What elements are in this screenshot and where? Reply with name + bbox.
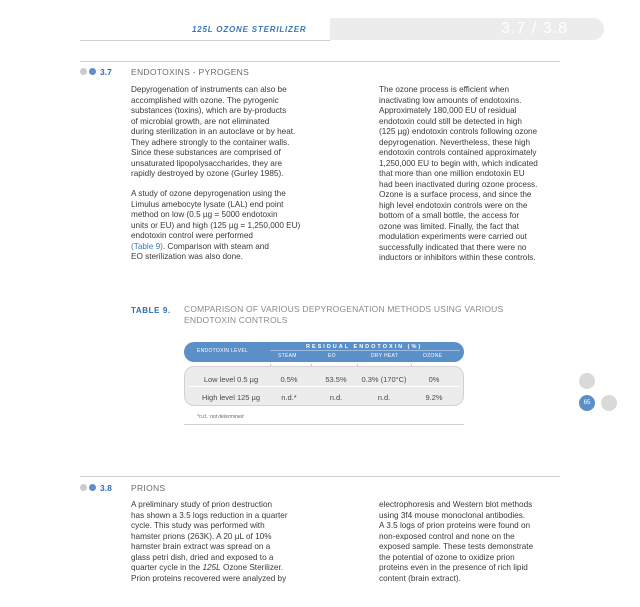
bullet-blue-icon [89,484,96,491]
pager-next-button[interactable] [601,395,617,411]
section-paragraph: Depyrogenation of instruments can also be accomplished with ozone. The pyrogenic substances (toxins), which are by-products of microbial growth, are not eliminated during sterilization in an autoclave or by heat. They adhere strongly to the container walls. Since these substances are comprised of unsaturated lipopolysaccharides, they are rapidly destroyed by ozone (Gurley 1985). [131,85,296,178]
section-number: 3.7 [100,67,112,77]
table-label: TABLE 9. [131,306,171,315]
paragraph-text: Ozone Sterilizer. Prion proteins recovered were analyzed by [131,563,287,583]
table-9-link[interactable]: (Table 9) [131,241,163,251]
table-cell-dry-heat: n.d. [377,393,391,402]
product-name: 125L [202,563,221,572]
table-footnote: *n.d.: not determined [197,414,244,420]
section-number: 3.8 [100,483,112,493]
header-divider [270,350,460,351]
section-paragraph: electrophoresis and Western blot methods using 3f4 mouse monoclonal antibodies. A 3.5 logs of prion proteins were found on non-exposed control and none on the exposed sample. These tests demonstrate the potential of ozone to oxidize prion proteins even in the presence of rich lipid content (brain extract). [379,500,534,583]
section-divider [80,61,560,62]
pager-prev-button[interactable] [579,373,595,389]
column-group-header: RESIDUAL ENDOTOXIN (%) [306,344,423,350]
table-cell-eo: n.d. [329,393,343,402]
section-title: PRIONS [131,483,166,493]
table-cell-steam: 0.5% [280,375,298,384]
table-title: COMPARISON OF VARIOUS DEPYROGENATION METHODS USING VARIOUS ENDOTOXIN CONTROLS [184,304,504,325]
paragraph-text: A preliminary study of prion destruction has shown a 3.5 logs reduction in a quarter cycle. This study was performed with hamster prions (263K). A 20 µL of 10% hamster brain extract was spread on a glass petri dish, dried and exposed to a quarter cycle in the [131,500,288,572]
table-cell-level: Low level 0.5 µg [203,375,259,384]
header-underline [80,40,330,41]
table-cell-ozone: 9.2% [425,393,443,402]
row-divider [188,386,460,387]
bullet-gray-icon [80,484,87,491]
bullet-gray-icon [80,68,87,75]
section-divider [80,476,560,477]
page-range: 3.7 / 3.8 [501,20,568,37]
section-paragraph [131,500,331,584]
table-bottom-rule [184,424,464,425]
column-header-dry-heat: DRY HEAT [371,353,399,359]
document-title: 125L OZONE STERILIZER [192,25,307,34]
section-paragraph [131,189,331,263]
column-header-level: ENDOTOXIN LEVEL [197,348,249,354]
table-cell-dry-heat: 0.3% (170°C) [361,375,407,384]
bullet-blue-icon [89,68,96,75]
section-title: ENDOTOXINS - PYROGENS [131,67,250,77]
table-cell-ozone: 0% [428,375,440,384]
paragraph-text: . Comparison with steam and EO sterilization was also done. [131,241,269,261]
paragraph-text: A study of ozone depyrogenation using the Limulus amebocyte lysate (LAL) end point method on low (0.5 µg = 5000 endotoxin units or EU) and high (125 µg = 1,250,000 EU) endotoxin control were performed [131,189,301,240]
table-cell-steam: n.d.* [281,393,297,402]
table-cell-level: High level 125 µg [201,393,261,402]
column-header-steam: STEAM [278,353,297,359]
pager-current-page[interactable]: 65 [579,395,595,411]
section-paragraph: The ozone process is efficient when inactivating low amounts of endotoxins. Approximately 180,000 EU of residual endotoxin could still be detected in high (125 µg) endotoxin controls following ozone depyrogenation. Nevertheless, these high endotoxin controls contained approximately 1,250,000 EU to begin with, which indicated that more than one million endotoxin EU had been inactivated during ozone process. Ozone is a surface process, and since the high level endotoxin controls were on the bottom of a small bottle, the access for ozone was limited. Finally, the fact that modulation experiments were carried out successfully indicated that there were no inductors or inhibitors within these controls. [379,85,538,262]
column-header-ozone: OZONE [423,353,443,359]
column-header-eo: EO [328,353,336,359]
table-cell-eo: 53.5% [325,375,347,384]
